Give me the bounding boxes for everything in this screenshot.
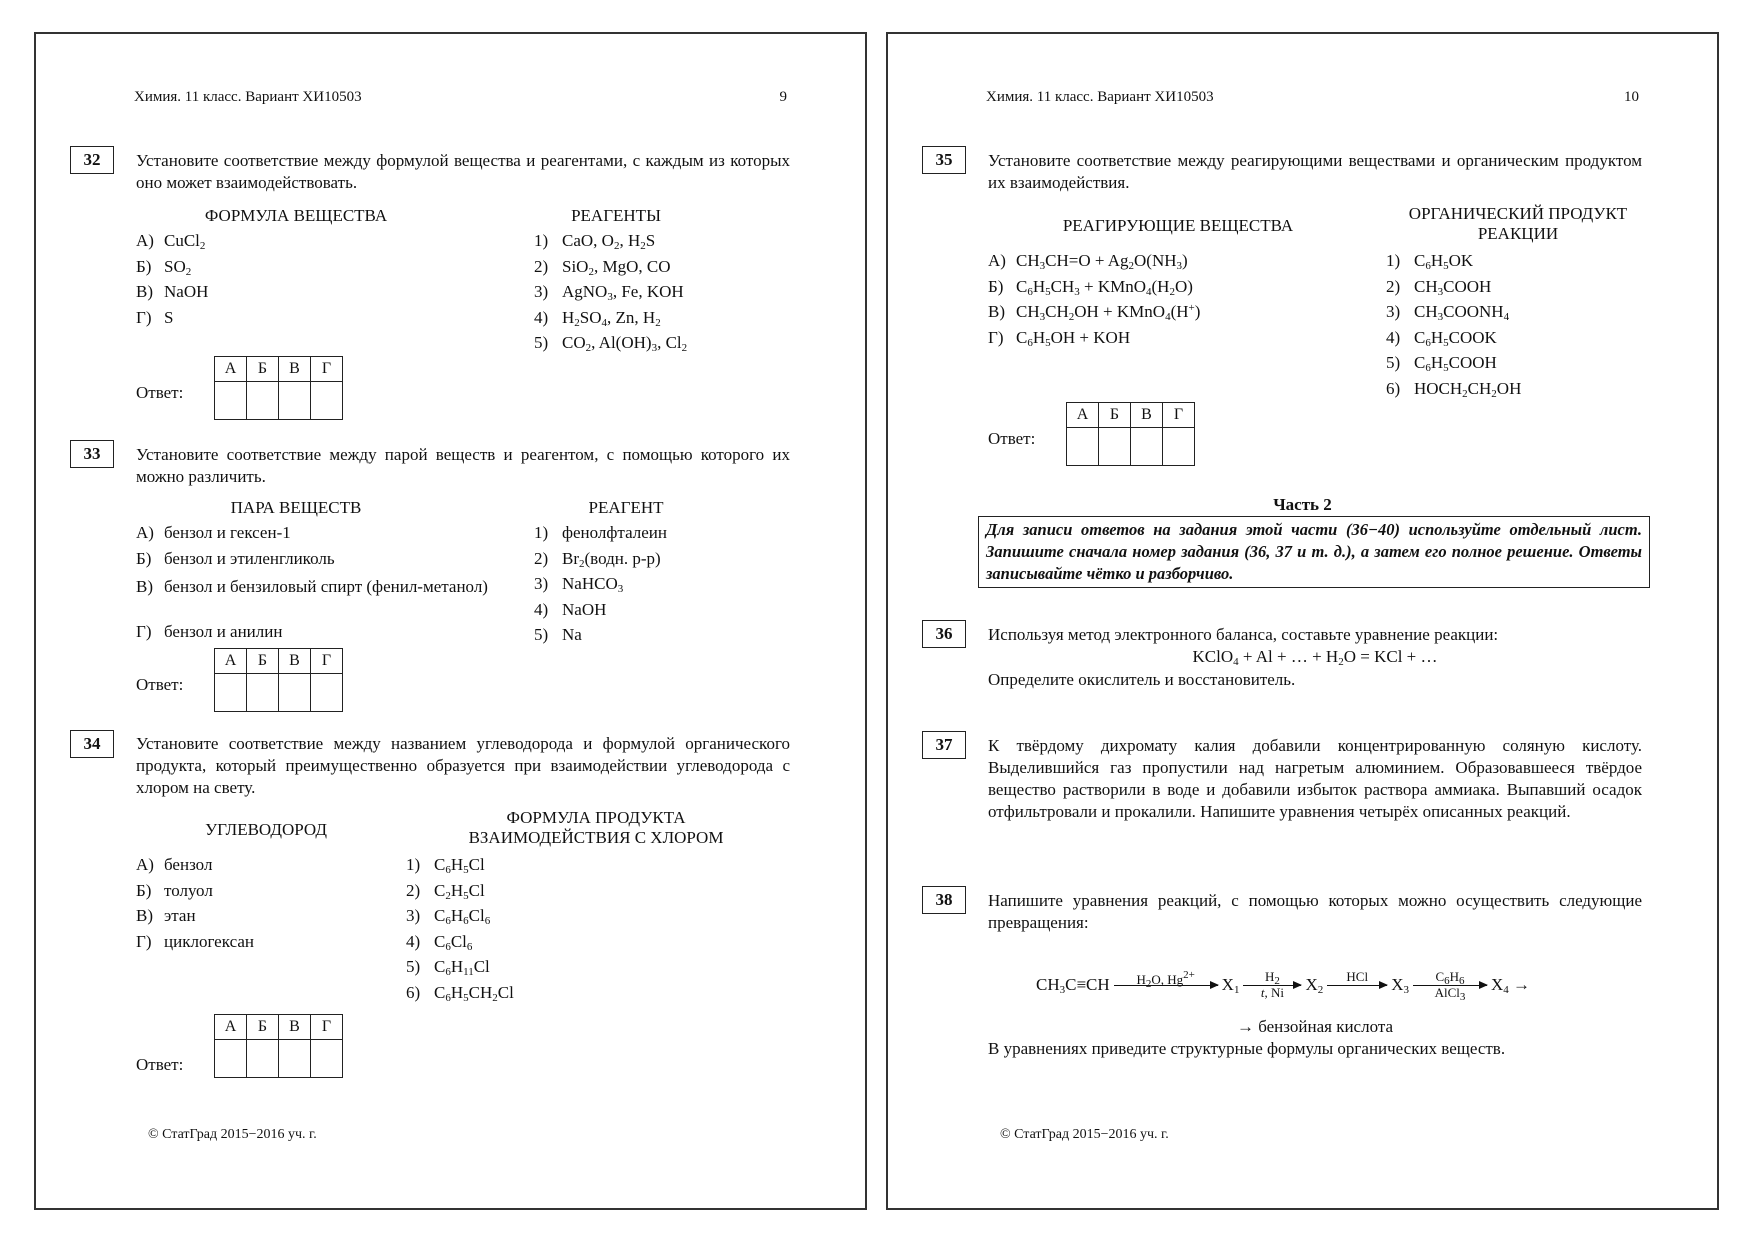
part2-instructions-box: Для записи ответов на задания этой части (36−40) используйте отдельный лист. Запишите сначала номер задания (36, 37 и т. д.), а затем его полное решение. Ответы записывайте чётко и разборчиво. (978, 516, 1650, 588)
page-right (886, 32, 1719, 1210)
q33-column-title-reagent: РЕАГЕНТ (588, 498, 664, 517)
question-32-text: Установите соответствие между формулой вещества и реагентами, с каждым из которых оно может взаимодействовать. (136, 151, 790, 193)
chain-start: $CH_3C\equiv CH$ (1036, 974, 1110, 996)
q34-options (406, 854, 514, 1007)
q38-note: В уравнениях приведите структурные формулы органических веществ. (988, 1039, 1506, 1058)
list-item: Б) бензол и этиленгликоль (136, 548, 335, 568)
reaction-arrow: HCl (1327, 970, 1387, 1001)
list-item: А) CuCl$_2$ (136, 231, 206, 252)
q34-column-title-product: ФОРМУЛА ПРОДУКТА ВЗАИМОДЕЙСТВИЯ С ХЛОРОМ (468, 808, 724, 848)
header-title: Химия. 11 класс. Вариант ХИ10503 (986, 89, 1214, 105)
q32-column-title-reagents: РЕАГЕНТЫ (571, 206, 661, 225)
answer-cell[interactable] (1131, 428, 1163, 466)
list-item: Г) циклогексан (136, 931, 254, 951)
list-item: 5) $CO_2$, $Al(OH)_3$, $Cl_2$ (534, 333, 688, 354)
q33-items (136, 522, 506, 647)
q38-chain-end: → бензойная кислота (1236, 1017, 1394, 1036)
list-item: 5) Na (534, 625, 582, 644)
answer-table-34: А Б В Г (214, 1014, 343, 1078)
answer-cell[interactable] (279, 674, 311, 712)
q32-column-title-formula: ФОРМУЛА ВЕЩЕСТВА (204, 206, 388, 225)
list-item: В) бензол и бензиловый спирт (фенил-метанол) (136, 577, 488, 596)
answer-cell[interactable] (1099, 428, 1131, 466)
answer-cell[interactable] (1163, 428, 1195, 466)
list-item: В) этан (136, 906, 196, 925)
list-item: 5) $C_6H_5COOH$ (1386, 353, 1497, 374)
answer-label: Ответ: (136, 383, 184, 402)
page-number: 9 (779, 89, 787, 105)
list-item: Б) толуол (136, 880, 213, 900)
answer-table-35: А Б В Г (1066, 402, 1195, 466)
q35-options (1386, 250, 1521, 403)
q32-options (534, 230, 687, 358)
question-number-33: 33 (70, 440, 114, 468)
page-footer: © СтатГрад 2015−2016 уч. г. (148, 1127, 317, 1142)
list-item: А) бензол (136, 855, 213, 874)
answer-table-33: А Б В Г (214, 648, 343, 712)
answer-cell[interactable] (311, 674, 343, 712)
list-item: 2) $CH_3COOH$ (1386, 276, 1492, 298)
list-item: 2) $C_2H_5Cl$ (406, 880, 485, 902)
answer-cell[interactable] (279, 1040, 311, 1078)
list-item: 1) фенолфталеин (534, 523, 667, 542)
q36-equation: KClO$_4$ + Al + … + $H_2O$ = KCl + … (1192, 647, 1438, 669)
answer-label: Ответ: (136, 675, 184, 694)
q33-options (534, 522, 667, 650)
list-item: 5) $C_6H_{11}Cl$ (406, 957, 490, 978)
question-35-text: Установите соответствие между реагирующими веществами и органическим продуктом их взаимодействия. (988, 151, 1642, 193)
answer-cell[interactable] (1067, 428, 1099, 466)
list-item: 3) $CH_3COONH_4$ (1386, 302, 1510, 323)
answer-cell[interactable] (247, 1040, 279, 1078)
answer-cell[interactable] (311, 1040, 343, 1078)
list-item: 6) $C_6H_5CH_2Cl$ (406, 982, 514, 1004)
q35-column-title-product: ОРГАНИЧЕСКИЙ ПРОДУКТ РЕАКЦИИ (1408, 204, 1628, 244)
answer-label: Ответ: (136, 1055, 184, 1074)
reaction-arrow: $C_6H_6$ AlCl$_3$ (1413, 970, 1487, 1001)
transformation-chain: $CH_3C\equiv CH$ $H_2O$, $Hg^{2+}$ $X_1$ $H_2$ t, Ni $X_2$ HCl $X_3$ $C_6H_6$ AlCl$_3$ $X_4$ → (1036, 969, 1531, 1003)
q35-column-title-reactants: РЕАГИРУЮЩИЕ ВЕЩЕСТВА (1062, 216, 1294, 235)
list-item: 1) CaO, $O_2$, $H_2S$ (534, 231, 656, 252)
list-item: 3) $C_6H_6Cl_6$ (406, 906, 491, 927)
list-item: Г) S (136, 307, 174, 327)
list-item: В) NaOH (136, 282, 209, 301)
page-number: 10 (1624, 89, 1639, 105)
question-38-text: Напишите уравнения реакций, с помощью которых можно осуществить следующие превращения: (988, 891, 1642, 933)
list-item: В) $CH_3CH_2OH$ + KMnO$_4$(H+) (988, 302, 1201, 323)
list-item: 4) $C_6Cl_6$ (406, 931, 473, 953)
list-item: А) $CH_3CH=O + Ag_2O(NH_3)$ (988, 251, 1188, 272)
answer-cell[interactable] (279, 382, 311, 420)
answer-cell[interactable] (311, 382, 343, 420)
list-item: А) бензол и гексен-1 (136, 523, 291, 542)
list-item: 2) SiO$_2$, MgO, CO (534, 256, 671, 278)
list-item: Б) $C_6H_5CH_3$ + $KMnO_4(H_2O)$ (988, 276, 1193, 298)
question-36-text: Используя метод электронного баланса, составьте уравнение реакции: KClO$_4$ + Al + … + $H_2O$ = KCl + … Определите окислитель и восстановитель. (988, 624, 1642, 691)
question-number-32: 32 (70, 146, 114, 174)
answer-cell[interactable] (215, 674, 247, 712)
q34-column-title-hydrocarbon: УГЛЕВОДОРОД (205, 820, 327, 839)
answer-cell[interactable] (247, 382, 279, 420)
list-item: Г) $C_6H_5OH$ + KOH (988, 327, 1131, 349)
q32-items (136, 230, 208, 332)
question-number-37: 37 (922, 731, 966, 759)
answer-cell[interactable] (247, 674, 279, 712)
question-34-text: Установите соответствие между названием углеводорода и формулой органического продукта, который преимущественно образуется при взаимодействии углеводорода с хлором на свету. (136, 734, 790, 798)
question-number-34: 34 (70, 730, 114, 758)
list-item: 4) $C_6H_5COOK$ (1386, 327, 1497, 349)
q33-column-title-pair: ПАРА ВЕЩЕСТВ (230, 498, 362, 517)
question-number-38: 38 (922, 886, 966, 914)
reaction-arrow: $H_2$ t, Ni (1243, 970, 1301, 1001)
part2-title: Часть 2 (1273, 495, 1332, 514)
q35-items (988, 250, 1200, 352)
list-item: 4) NaOH (534, 599, 607, 619)
page-footer: © СтатГрад 2015−2016 уч. г. (1000, 1127, 1169, 1142)
list-item: 1) $C_6H_5OK$ (1386, 251, 1474, 272)
reaction-arrow: $H_2O$, $Hg^{2+}$ (1114, 970, 1218, 1001)
list-item: Б) $SO_2$ (136, 256, 192, 278)
page-left (34, 32, 867, 1210)
list-item: 3) NaHCO$_3$ (534, 574, 624, 595)
answer-cell[interactable] (215, 1040, 247, 1078)
list-item: 2) $Br_2(водн$. р-р) (534, 548, 661, 570)
list-item: 1) $C_6H_5Cl$ (406, 855, 485, 876)
list-item: 3) AgNO$_3$, Fe, KOH (534, 282, 684, 303)
list-item: 6) $HOCH_2CH_2OH$ (1386, 378, 1522, 400)
question-number-35: 35 (922, 146, 966, 174)
list-item: 4) $H_2SO_4$, Zn, $H_2$ (534, 307, 661, 329)
answer-cell[interactable] (215, 382, 247, 420)
question-37-text: К твёрдому дихромату калия добавили концентрированную соляную кислоту. Выделившийся газ пропустили над нагретым алюминием. Образовавшееся твёрдое вещество растворили в воде и добавили избыток раствора аммиака. Выпавший осадок отфильтровали и прокалили. Напишите уравнения четырёх описанных реакций. (988, 736, 1642, 822)
page-header (134, 88, 787, 108)
question-33-text: Установите соответствие между парой веществ и реагентом, с помощью которого их можно различить. (136, 445, 790, 487)
q34-items (136, 854, 254, 956)
answer-label: Ответ: (988, 429, 1036, 448)
header-title: Химия. 11 класс. Вариант ХИ10503 (134, 89, 362, 105)
question-number-36: 36 (922, 620, 966, 648)
list-item: Г) бензол и анилин (136, 622, 283, 641)
page-header (986, 88, 1639, 108)
answer-table-32: А Б В Г (214, 356, 343, 420)
